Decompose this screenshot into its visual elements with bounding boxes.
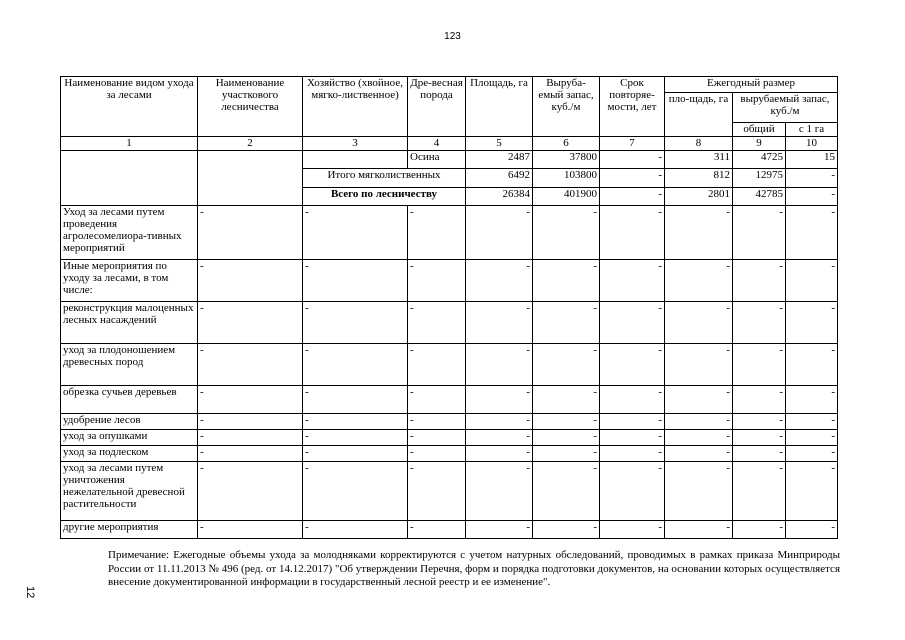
page-number: 123 (444, 31, 461, 42)
header-care-type: Наименование видом ухода за лесами (61, 77, 198, 137)
summary-annual-per-ha-cell: - (786, 188, 838, 206)
row-value-cell: - (665, 206, 733, 260)
row-value-cell: - (533, 521, 600, 539)
summary-volume-cell: 103800 (533, 169, 600, 188)
summary-area-cell: 6492 (466, 169, 533, 188)
row-value-cell: - (303, 260, 408, 302)
row-value-cell: - (408, 446, 466, 462)
row-value-cell: - (198, 414, 303, 430)
row-value-cell: - (733, 206, 786, 260)
summary-label-cell: Всего по лесничеству (303, 188, 466, 206)
row-value-cell: - (733, 414, 786, 430)
column-number: 3 (303, 137, 408, 151)
row-value-cell: - (198, 446, 303, 462)
row-value-cell: - (466, 206, 533, 260)
header-species: Дре-весная порода (408, 77, 466, 137)
row-value-cell: - (408, 386, 466, 414)
row-value-cell: - (665, 344, 733, 386)
row-value-cell: - (466, 260, 533, 302)
header-volume-per-ha: с 1 га (786, 123, 838, 137)
row-value-cell: - (733, 462, 786, 521)
summary-annual-area-cell: 311 (665, 151, 733, 169)
row-value-cell: - (665, 430, 733, 446)
summary-annual-area-cell: 812 (665, 169, 733, 188)
row-value-cell: - (600, 302, 665, 344)
row-value-cell: - (198, 260, 303, 302)
header-volume-total: общий (733, 123, 786, 137)
row-name-cell: уход за лесами путем уничтожения нежелательной древесной растительности (61, 462, 198, 521)
column-number: 10 (786, 137, 838, 151)
row-value-cell: - (198, 521, 303, 539)
row-value-cell: - (600, 462, 665, 521)
row-value-cell: - (533, 206, 600, 260)
summary-annual-area-cell: 2801 (665, 188, 733, 206)
summary-period-cell: - (600, 151, 665, 169)
row-value-cell: - (665, 386, 733, 414)
summary-annual-total-cell: 12975 (733, 169, 786, 188)
row-value-cell: - (466, 302, 533, 344)
row-value-cell: - (786, 344, 838, 386)
row-name-cell: реконструкция малоценных лесных насаждений (61, 302, 198, 344)
row-value-cell: - (408, 462, 466, 521)
summary-annual-total-cell: 42785 (733, 188, 786, 206)
row-value-cell: - (665, 414, 733, 430)
summary-period-cell: - (600, 169, 665, 188)
row-value-cell: - (408, 206, 466, 260)
row-value-cell: - (303, 430, 408, 446)
row-name-cell: уход за подлеском (61, 446, 198, 462)
care-rows (61, 206, 838, 539)
row-value-cell: - (303, 446, 408, 462)
row-value-cell: - (198, 302, 303, 344)
row-value-cell: - (303, 386, 408, 414)
table-row (61, 414, 838, 430)
row-value-cell: - (303, 414, 408, 430)
row-value-cell: - (408, 521, 466, 539)
row-value-cell: - (533, 414, 600, 430)
row-value-cell: - (533, 260, 600, 302)
summary-annual-per-ha-cell: - (786, 169, 838, 188)
row-value-cell: - (303, 344, 408, 386)
row-value-cell: - (198, 430, 303, 446)
row-name-cell: Уход за лесами путем проведения агролесомелиора-тивных мероприятий (61, 206, 198, 260)
row-value-cell: - (533, 386, 600, 414)
row-value-cell: - (198, 344, 303, 386)
row-value-cell: - (733, 430, 786, 446)
column-number: 6 (533, 137, 600, 151)
summary-area-cell: 26384 (466, 188, 533, 206)
row-value-cell: - (786, 260, 838, 302)
table-row (61, 344, 838, 386)
row-value-cell: - (665, 462, 733, 521)
row-value-cell: - (466, 386, 533, 414)
table-row (61, 386, 838, 414)
row-value-cell: - (408, 344, 466, 386)
row-value-cell: - (466, 344, 533, 386)
row-value-cell: - (466, 430, 533, 446)
summary-area-cell: 2487 (466, 151, 533, 169)
row-value-cell: - (733, 446, 786, 462)
summary-row (61, 151, 838, 169)
header-area: Площадь, га (466, 77, 533, 137)
row-value-cell: - (786, 521, 838, 539)
row-name-cell: другие мероприятия (61, 521, 198, 539)
header-annual-size: Ежегодный размер (665, 77, 838, 93)
row-value-cell: - (408, 260, 466, 302)
summary-annual-total-cell: 4725 (733, 151, 786, 169)
table-row (61, 260, 838, 302)
table-row (61, 521, 838, 539)
row-value-cell: - (786, 206, 838, 260)
header-economy: Хозяйство (хвойное, мягко-лиственное) (303, 77, 408, 137)
row-value-cell: - (533, 462, 600, 521)
footnote (64, 549, 840, 590)
summary-label-cell: Итого мягколиственных (303, 169, 466, 188)
row-value-cell: - (665, 521, 733, 539)
row-value-cell: - (733, 260, 786, 302)
column-number: 7 (600, 137, 665, 151)
row-value-cell: - (600, 260, 665, 302)
row-name-cell: уход за плодоношением древесных пород (61, 344, 198, 386)
row-value-cell: - (198, 386, 303, 414)
summary-volume-cell: 401900 (533, 188, 600, 206)
summary-species-cell: Осина (408, 151, 466, 169)
forest-care-table (60, 76, 838, 539)
row-value-cell: - (665, 446, 733, 462)
summary-economy-cell (303, 151, 408, 169)
column-number: 1 (61, 137, 198, 151)
table-row (61, 302, 838, 344)
row-value-cell: - (466, 414, 533, 430)
row-value-cell: - (466, 462, 533, 521)
row-value-cell: - (303, 302, 408, 344)
header-annual-area: пло-щадь, га (665, 93, 733, 137)
row-value-cell: - (786, 414, 838, 430)
column-number: 5 (466, 137, 533, 151)
header-harvest-volume: Выруба-емый запас, куб./м (533, 77, 600, 137)
column-number: 4 (408, 137, 466, 151)
table-row (61, 206, 838, 260)
row-value-cell: - (600, 446, 665, 462)
row-value-cell: - (600, 206, 665, 260)
row-value-cell: - (198, 462, 303, 521)
row-name-cell: удобрение лесов (61, 414, 198, 430)
row-value-cell: - (665, 260, 733, 302)
row-value-cell: - (533, 430, 600, 446)
row-value-cell: - (303, 462, 408, 521)
row-value-cell: - (466, 521, 533, 539)
row-value-cell: - (665, 302, 733, 344)
row-value-cell: - (600, 430, 665, 446)
row-value-cell: - (786, 302, 838, 344)
row-value-cell: - (303, 521, 408, 539)
header-repeat-period: Срок повторяе-мости, лет (600, 77, 665, 137)
table-row (61, 462, 838, 521)
table-row (61, 430, 838, 446)
row-name-cell: обрезка сучьев деревьев (61, 386, 198, 414)
header-annual-volume: вырубаемый запас, куб./м (733, 93, 838, 123)
row-value-cell: - (198, 206, 303, 260)
row-name-cell: Иные мероприятия по уходу за лесами, в том числе: (61, 260, 198, 302)
row-value-cell: - (408, 302, 466, 344)
row-value-cell: - (733, 386, 786, 414)
summary-blank-cell (198, 151, 303, 206)
summary-volume-cell: 37800 (533, 151, 600, 169)
header-forestry-unit: Наименование участкового лесничества (198, 77, 303, 137)
summary-period-cell: - (600, 188, 665, 206)
row-value-cell: - (786, 446, 838, 462)
row-value-cell: - (408, 414, 466, 430)
row-value-cell: - (600, 521, 665, 539)
row-value-cell: - (466, 446, 533, 462)
row-value-cell: - (733, 302, 786, 344)
column-number: 8 (665, 137, 733, 151)
row-name-cell: уход за опушками (61, 430, 198, 446)
row-value-cell: - (733, 344, 786, 386)
row-value-cell: - (533, 446, 600, 462)
row-value-cell: - (533, 344, 600, 386)
column-number: 2 (198, 137, 303, 151)
row-value-cell: - (733, 521, 786, 539)
row-value-cell: - (600, 414, 665, 430)
side-page-number: 12 (24, 586, 36, 599)
table-row (61, 446, 838, 462)
row-value-cell: - (600, 344, 665, 386)
footnote-text: Примечание: Ежегодные объемы ухода за молодняками корректируются с учетом натурных обследований, проводимых в рамках приказа Минприроды России от 11.11.2013 № 496 (ред. от 14.12.2017) "Об утверждении Перечня, форм и порядка подготовки документов, на основании которых осуществляется внесение документированной информации в государственный лесной реестр и ее изменение". (108, 549, 840, 588)
row-value-cell: - (408, 430, 466, 446)
summary-annual-per-ha-cell: 15 (786, 151, 838, 169)
row-value-cell: - (600, 386, 665, 414)
row-value-cell: - (786, 462, 838, 521)
row-value-cell: - (786, 430, 838, 446)
column-number: 9 (733, 137, 786, 151)
summary-blank-cell (61, 151, 198, 206)
row-value-cell: - (303, 206, 408, 260)
row-value-cell: - (533, 302, 600, 344)
row-value-cell: - (786, 386, 838, 414)
